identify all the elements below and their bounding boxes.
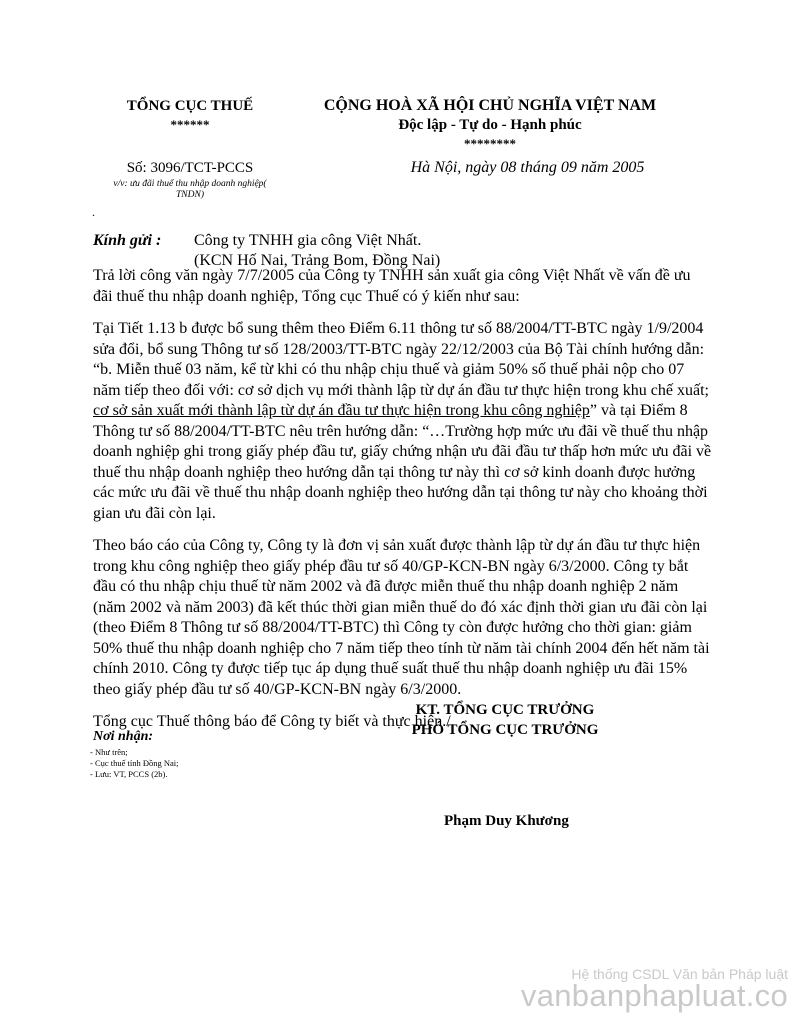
addressee-name: Công ty TNHH gia công Việt Nhất.: [194, 232, 422, 249]
recipient-item: - Như trên;: [90, 747, 128, 757]
document-number: Số: 3096/TCT-PCCS: [126, 160, 254, 176]
company-status-paragraph: Theo báo cáo của Công ty, Công ty là đơn vị sản xuất được thành lập từ dự án đầu tư thực hiện trong khu công nghiệp theo giấy phép đầu tư số 40/GP-KCN-BN ngày 6/3/2000. Công ty bắt đầu có thu nhập chịu thuế từ năm 2002 và đã được miễn thuế thu nhập doanh nghiệp 2 năm (năm 2002 và năm 2003) đã kết thúc thời gian miễn thuế do đó xác định thời gian ưu đãi còn lại (theo Điểm 8 Thông tư số 88/2004/TT-BTC) thì Công ty còn được hưởng cho thời gian: giảm 50% thuế thu nhập doanh nghiệp cho 7 năm tiếp theo tính từ năm tài chính 2004 đến hết năm tài chính 2010. Công ty được tiếp tục áp dụng thuế suất thuế thu nhập doanh nghiệp ưu đãi 15% theo giấy phép đầu tư số 40/GP-KCN-BN ngày 6/3/2000.: [93, 537, 710, 698]
closing-paragraph: Tổng cục Thuế thông báo để Công ty biết và thực hiện./.: [93, 713, 455, 730]
stray-dot: .: [92, 205, 95, 219]
watermark-site: vanbanphapluat.co: [520, 978, 788, 1013]
signature-title-2: PHÓ TỔNG CỤC TRƯỞNG: [411, 722, 599, 738]
addressee-label: Kính gửi :: [93, 232, 162, 249]
legal-paragraph-end: ” và tại Điểm 8 Thông tư số 88/2004/TT-BTC nêu trên hướng dẫn: “…Trường hợp mức ưu đãi về thuế thu nhập doanh nghiệp ghi trong giấy phép đầu tư, giấy chứng nhận ưu đãi đầu tư thấp hơn mức ưu đãi về thuế thu nhập doanh nghiệp theo hướng dẫn tại thông tư này thì cơ sở kinh doanh được hưởng các mức ưu đãi về thuế thu nhập doanh nghiệp theo hướng dẫn tại thông tư này cho khoảng thời gian ưu đãi còn lại.: [93, 402, 712, 522]
addressee-address: (KCN Hố Nai, Trảng Bom, Đồng Nai): [194, 252, 441, 269]
recipients-label: Nơi nhận:: [93, 729, 154, 744]
subject-line-1: v/v: ưu đãi thuế thu nhập doanh nghiệp(: [113, 179, 267, 189]
place-date: Hà Nội, ngày 08 tháng 09 năm 2005: [410, 159, 645, 176]
signer-name: Phạm Duy Khương: [444, 813, 569, 829]
agency-stars: ******: [170, 117, 210, 132]
watermark-caption: Hệ thống CSDL Văn bản Pháp luật: [571, 966, 788, 982]
subject-line-2: TNDN): [176, 190, 204, 200]
recipient-item: - Cục thuế tỉnh Đồng Nai;: [90, 758, 179, 768]
legal-paragraph-underlined: cơ sở sản xuất mới thành lập từ dự án đầu tư thực hiện trong khu công nghiệp: [93, 402, 590, 419]
letter-body: [93, 266, 713, 733]
legal-paragraph: [93, 319, 713, 524]
recipient-item: - Lưu: VT, PCCS (2b).: [90, 769, 168, 779]
motto-stars: ********: [464, 136, 516, 151]
country-name: CỘNG HOÀ XÃ HỘI CHỦ NGHĨA VIỆT NAM: [323, 97, 657, 114]
agency-name: TỔNG CỤC THUẾ: [126, 98, 254, 114]
motto: Độc lập - Tự do - Hạnh phúc: [398, 117, 582, 133]
signature-title-1: KT. TỔNG CỤC TRƯỞNG: [415, 702, 595, 718]
legal-paragraph-start: Tại Tiết 1.13 b được bổ sung thêm theo Điểm 6.11 thông tư số 88/2004/TT-BTC ngày 1/9/2004 sửa đổi, bổ sung Thông tư số 128/2003/TT-BTC ngày 22/12/2003 của Bộ Tài chính hướng dẫn: “b. Miễn thuế 03 năm, kể từ khi có thu nhập chịu thuế và giảm 50% số thuế phải nộp cho 07 năm tiếp theo đối với: cơ sở dịch vụ mới thành lập từ dự án đầu tư thực hiện trong khu chế xuất;: [93, 320, 709, 399]
intro-paragraph: Trả lời công văn ngày 7/7/2005 của Công ty TNHH sản xuất gia công Việt Nhất về vấn đề ưu đãi thuế thu nhập doanh nghiệp, Tổng cục Thuế có ý kiến như sau:: [93, 267, 691, 305]
